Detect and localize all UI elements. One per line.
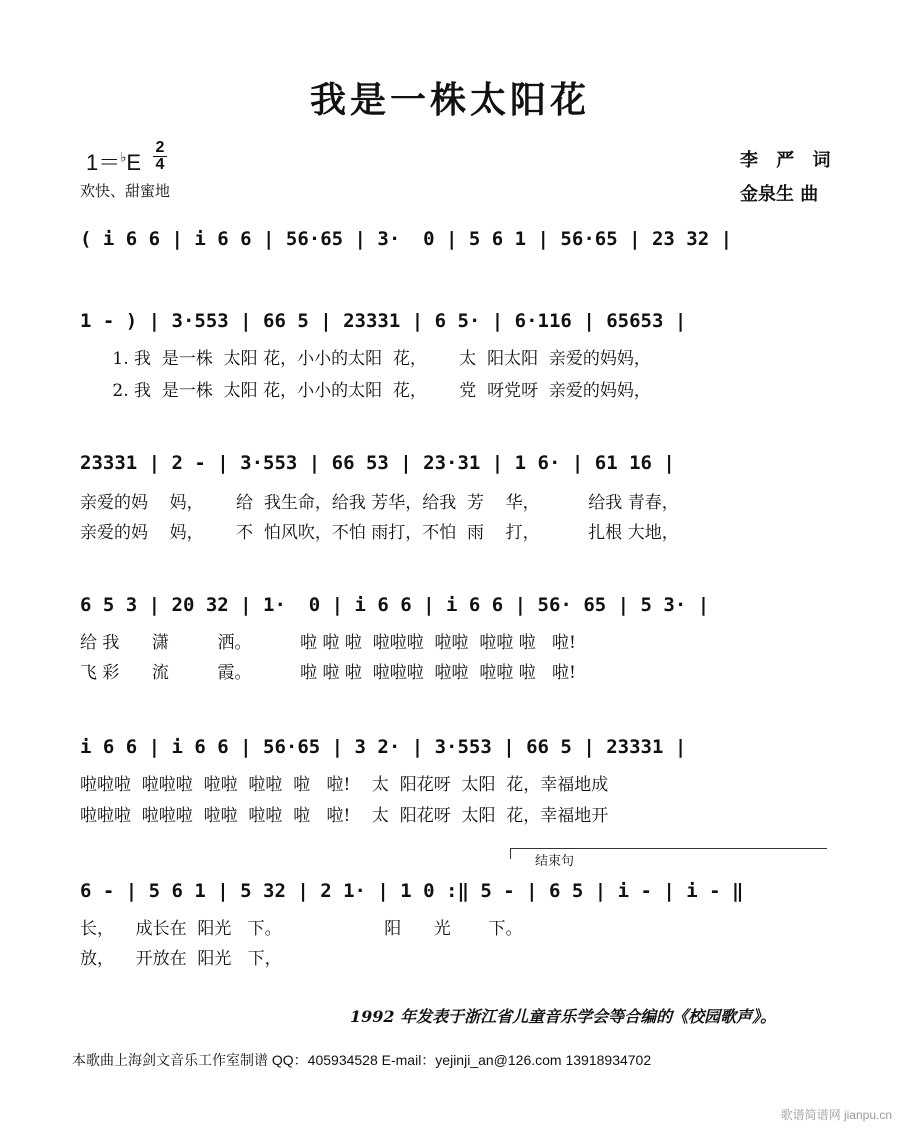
meter-bottom: 4 — [153, 156, 167, 173]
key-note: E — [126, 150, 142, 175]
lyrics-verse-1: 1. 我 是一株 太阳 花，小小的太阳 花， 太 阳太阳 亲爱的妈妈， — [80, 349, 651, 369]
notation-line-1 — [80, 222, 840, 262]
page-title: 我是一株太阳花 — [309, 79, 590, 121]
lyrics-verse-2: 飞 彩 流 霞。 啦 啦 啦 啦啦啦 啦啦 啦啦 啦 啦! — [80, 663, 576, 683]
lyrics-verse-1: 啦啦啦 啦啦啦 啦啦 啦啦 啦 啦! 太 阳花呀 太阳 花，幸福地成 — [80, 775, 609, 795]
notation-line-5 — [80, 730, 840, 770]
lyricist-credit: 李 严 词 — [740, 150, 837, 171]
time-signature — [153, 140, 167, 173]
ending-label: 结束句 — [532, 850, 577, 869]
transcription-credit: 本歌曲上海剑文音乐工作室制谱 QQ：405934528 E-mail：yejinji_an@126.com 13918934702 — [72, 1052, 652, 1068]
notation-line-6 — [80, 874, 840, 914]
tempo-marking: 欢快、甜蜜地 — [80, 182, 171, 200]
notes: i 6 6 | i 6 6 | 56·65 | 3 2· | 3·553 | 66 5 | 23331 | — [80, 736, 687, 758]
lyrics-verse-2: 2. 我 是一株 太阳 花，小小的太阳 花， 党 呀党呀 亲爱的妈妈， — [80, 381, 651, 401]
notes: 1 - ) | 3·553 | 66 5 | 23331 | 6 5· | 6·116 | 65653 | — [80, 310, 687, 332]
key-signature — [86, 146, 141, 177]
site-watermark: 歌谱简谱网 jianpu.cn — [780, 1108, 892, 1122]
lyrics-verse-1: 亲爱的妈 妈， 给 我生命，给我 芳华，给我 芳 华， 给我 青春， — [80, 493, 679, 513]
notation-line-4 — [80, 588, 840, 628]
notes: 6 5 3 | 20 32 | 1· 0 | i 6 6 | i 6 6 | 56· 65 | 5 3· | — [80, 594, 710, 616]
publication-note: 1992 年发表于浙江省儿童音乐学会等合编的《校园歌声》。 — [350, 1007, 777, 1026]
notation-line-2 — [80, 304, 840, 344]
lyrics-verse-2: 亲爱的妈 妈， 不 怕风吹，不怕 雨打，不怕 雨 打， 扎根 大地， — [80, 523, 679, 543]
lyrics-verse-2: 放， 开放在 阳光 下， — [80, 949, 282, 969]
lyrics-verse-2: 啦啦啦 啦啦啦 啦啦 啦啦 啦 啦! 太 阳花呀 太阳 花，幸福地开 — [80, 806, 609, 826]
flat-sign: ♭ — [120, 149, 127, 165]
notes: ( i 6 6 | i 6 6 | 56·65 | 3· 0 | 5 6 1 | 56·65 | 23 32 | — [80, 228, 733, 250]
notes: 23331 | 2 - | 3·553 | 66 53 | 23·31 | 1 6· | 61 16 | — [80, 452, 675, 474]
meter-top: 2 — [155, 139, 165, 156]
lyrics-verse-1: 长， 成长在 阳光 下。 阳 光 下。 — [80, 919, 523, 939]
composer-credit: 金泉生 曲 — [740, 184, 819, 205]
notes: 6 - | 5 6 1 | 5 32 | 2 1· | 1 0 :‖ 5 - | 6 5 | i - | i - ‖ — [80, 880, 744, 902]
notation-line-3 — [80, 446, 840, 486]
key-prefix: 1＝ — [86, 150, 121, 175]
lyrics-verse-1: 给 我 潇 洒。 啦 啦 啦 啦啦啦 啦啦 啦啦 啦 啦! — [80, 633, 576, 653]
